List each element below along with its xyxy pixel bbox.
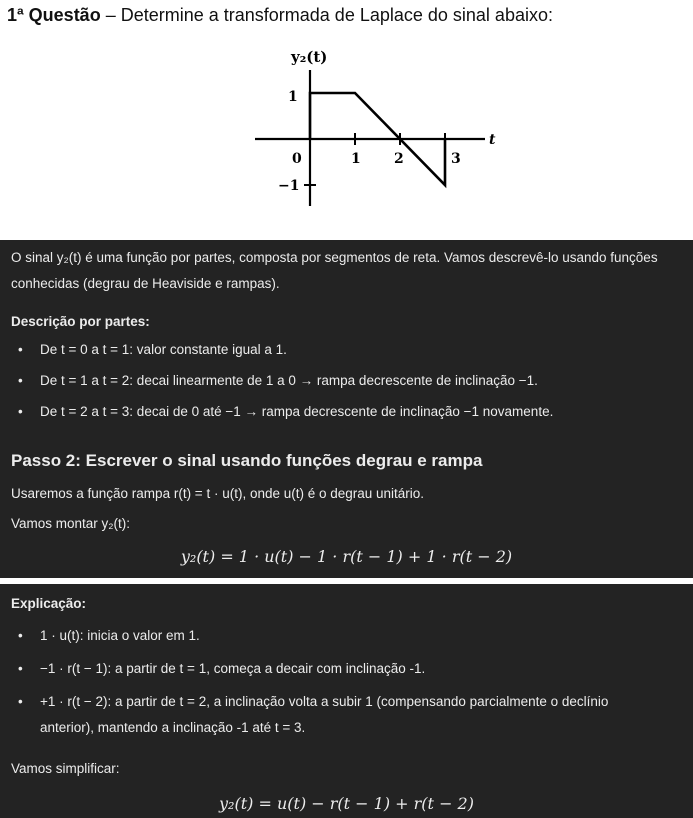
bullet-dot: • [18, 661, 23, 676]
bullet-dot: • [18, 404, 23, 419]
part-item-3: De t = 2 a t = 3: decai de 0 até −1 → rampa decrescente de inclinação −1 novamente. [40, 404, 554, 419]
x-axis-label: t [489, 132, 496, 148]
y-axis-label: y₂(t) [291, 48, 328, 66]
tick-label-y-pos: 1 [288, 89, 298, 105]
tick-label-x1: 1 [351, 151, 361, 167]
explanation-heading: Explicação: [11, 596, 87, 611]
part-item-2: De t = 1 a t = 2: decai linearmente de 1 a 0 → rampa decrescente de inclinação −1. [40, 373, 538, 388]
question-text: – Determine a transformada de Laplace do sinal abaixo: [100, 5, 553, 25]
explanation-block [0, 584, 693, 818]
explanation-item-3: +1 · r(t − 2): a partir de t = 2, a inclinação volta a subir 1 (compensando parcialmente o declínio [40, 694, 609, 709]
explanation-item-3-cont: anterior), mantendo a inclinação -1 até t = 3. [40, 720, 306, 735]
tick-label-x2: 2 [394, 151, 404, 167]
answer-block [0, 240, 693, 578]
bullet-dot: • [18, 628, 23, 643]
simplify-text: Vamos simplificar: [11, 761, 120, 776]
tick-label-y-neg: −1 [278, 178, 300, 194]
intro-line-1: O sinal y₂(t) é uma função por partes, composta por segmentos de reta. Vamos descrevê-lo usando funções [11, 250, 658, 265]
signal-graph [255, 44, 505, 214]
part-item-1: De t = 0 a t = 1: valor constante igual a 1. [40, 342, 287, 357]
equation-1: y₂(t) = 1 · u(t) − 1 · r(t − 1) + 1 · r(t − 2) [180, 547, 513, 566]
tick-label-x0: 0 [292, 151, 302, 167]
ramp-text: Usaremos a função rampa r(t) = t · u(t), onde u(t) é o degrau unitário. [11, 486, 425, 501]
intro-line-2: conhecidas (degrau de Heaviside e rampas). [11, 276, 280, 291]
build-text: Vamos montar y₂(t): [11, 516, 131, 531]
question-title [7, 5, 553, 26]
explanation-item-1: 1 · u(t): inicia o valor em 1. [40, 628, 200, 643]
bullet-dot: • [18, 342, 23, 357]
description-heading: Descrição por partes: [11, 314, 150, 329]
explanation-item-2: −1 · r(t − 1): a partir de t = 1, começa a decair com inclinação -1. [40, 661, 426, 676]
bullet-dot: • [18, 373, 23, 388]
equation-2: y₂(t) = u(t) − r(t − 1) + r(t − 2) [219, 794, 474, 813]
step2-heading: Passo 2: Escrever o sinal usando funções degrau e rampa [11, 451, 483, 470]
question-label: 1ª Questão [7, 5, 101, 25]
tick-label-x3: 3 [451, 151, 461, 167]
bullet-dot: • [18, 694, 23, 709]
